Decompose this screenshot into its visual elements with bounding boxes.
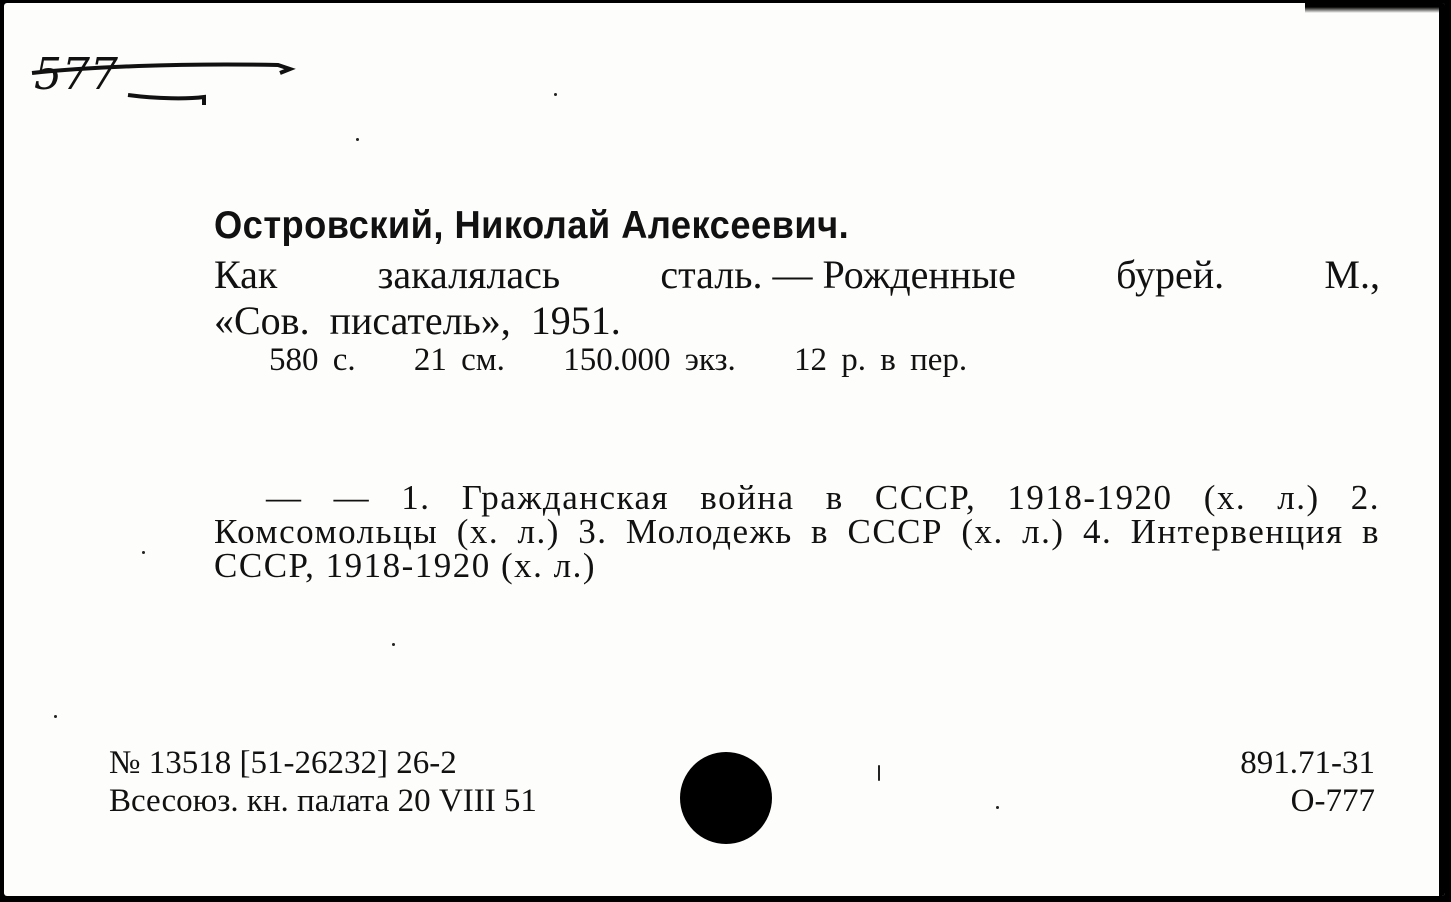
dust-speck (356, 138, 359, 141)
registration-info (109, 744, 537, 820)
handwritten-number-text: 577 (34, 49, 118, 100)
dust-speck (392, 643, 395, 646)
print-run: 150.000 экз. (563, 342, 736, 378)
subject-headings (214, 478, 1381, 585)
title-word: бурей. (1116, 252, 1225, 297)
subjects-text: 1. Гражданская война в СССР, 1918-1920 (х. л.) 2. Комсомольцы (х. л.) 3. Молодежь в СССР (х. л.) 4. Интервенция в СССР, 1918-1920 (х. л.) (214, 478, 1381, 585)
price: 12 р. в пер. (793, 342, 968, 378)
underline-stroke (128, 95, 204, 105)
classification-code: 891.71-31 (1240, 745, 1375, 781)
punch-hole (680, 752, 772, 844)
chamber-date: Всесоюз. кн. палата 20 VIII 51 (109, 783, 537, 819)
card-edge-shadow (1439, 3, 1445, 896)
dust-mark (878, 765, 880, 781)
author-mark: О-777 (1290, 783, 1375, 819)
dust-speck (54, 715, 57, 718)
handwritten-number-crossed-out (28, 47, 298, 111)
title-line (214, 252, 1380, 297)
title-word: закалялась (377, 252, 561, 297)
title-word: Как (214, 252, 278, 297)
title-word: сталь. — Рожденные (660, 252, 1016, 297)
subjects-prefix: — — (266, 478, 402, 517)
pages: 580 с. (269, 342, 356, 378)
registration-number: № 13518 [51-26232] 26-2 (109, 745, 457, 781)
catalog-card (4, 3, 1445, 896)
physical-description (269, 344, 967, 377)
size: 21 см. (413, 342, 505, 378)
publisher-line: «Сов. писатель», 1951. (214, 298, 621, 343)
dust-speck (142, 551, 145, 554)
author-heading: Островский, Николай Алексеевич. (214, 204, 850, 247)
card-edge-shadow-top (1305, 3, 1445, 13)
dust-speck (554, 93, 557, 96)
classification-block (1240, 744, 1375, 820)
title-word: М., (1324, 252, 1380, 297)
dust-speck (996, 806, 999, 809)
